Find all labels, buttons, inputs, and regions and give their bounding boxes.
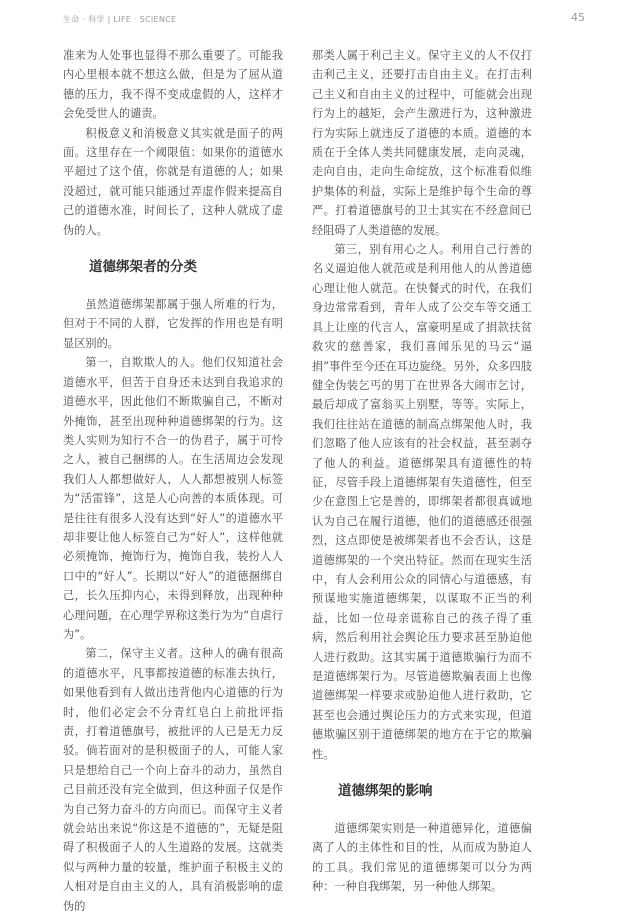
paragraph: 积极意义和消极意义其实就是面子的两面。这里存在一个阈限值：如果你的道德水平超过了这个值，你就是有道德的人；如果没超过，就可能只能通过弄虚作假来提高自己的道德水准，时间长了，这种人就成了虚伪的人。: [63, 126, 283, 237]
paragraph: 准来为人处事也显得不那么重要了。可能我内心里根本就不想这么做，但是为了屈从道德的压力，我不得不变成虚假的人，这样才会免受世人的谴责。: [63, 49, 283, 121]
section-label: 生命 · 科学 | LIFE · SCIENCE: [63, 15, 177, 24]
left-column: [63, 46, 283, 916]
paragraph: 虽然道德绑架都属于强人所难的行为，但对于不同的人群，它发挥的作用也是有明显区别的。: [63, 298, 283, 350]
paragraph: 第三，别有用心之人。利用自己行善的名义逼迫他人就范或是利用他人的从善道德心理让他人就范。在快餐式的时代，在我们身边常常看到，青年人成了公交车等交通工具上让座的代言人，富豪明星成了捐款扶贫救灾的慈善家，我们喜闻乐见的马云“逼捐”事件至今还在耳边旋绕。另外，众多四肢健全伪装乞丐的男丁在世界各大闹市乞讨，最后却成了富翁买上别墅，等等。实际上，我们往往站在道德的制高点绑架他人时，我们忽略了他人应该有的社会权益，甚至剥夺了他人的利益。道德绑架具有道德性的特征，尽管手段上道德绑架有失道德性，但至少在意图上它是善的，即绑架者都很真诚地认为自己在履行道德，他们的道德感还很强烈，这点即使是被绑架者也不会否认，这是道德绑架的一个突出特征。然而在现实生活中，有人会利用公众的同情心与道德感，有预谋地实施道德绑架，以谋取不正当的利益，比如一位母亲谎称自己的孩子得了重病，然后利用社会舆论压力要求甚至胁迫他人进行救助。这其实属于道德欺骗行为而不是道德绑架行为。尽管道德欺骗表面上也像道德绑架一样要求或胁迫他人进行救助，它甚至也会通过舆论压力的方式来实现，但道德欺骗区别于道德绑架的地方在于它的欺骗性。: [312, 243, 532, 761]
paragraph: 第二，保守主义者。这种人的确有很高的道德水平，凡事都按道德的标准去执行，如果他看到有人做出违背他内心道德的行为时，他们必定会不分青红皂白上前批评指责，打着道德旗号，被批评的人已是无力反驳。倘若面对的是积极面子的人，可能人家只是想给自己一个向上奋斗的动力，虽然自己目前还没有完全做到，但这种面子仅是作为自己努力奋斗的方向而已。而保守主义者就会站出来说“你这是不道德的”，无疑是阻碍了积极面子人的人生道路的发展。这就类似与两种力量的较量，维护面子积极主义的人相对是自由主义的人，具有消极影响的虚伪的: [63, 647, 283, 913]
right-column: [312, 46, 532, 897]
page-header: [63, 11, 585, 27]
paragraph: 那类人属于利己主义。保守主义的人不仅打击利己主义，还要打击自由主义。在打击利己主义和自由主义的过程中，可能就会出现行为上的越矩，会产生激进行为，这种激进行为实际上就违反了道德的本质。道德的本质在于全体人类共同健康发展，走向灵魂，走向自由，走向生命绽放，这个标准看似维护集体的利益，实际上是维护每个生命的尊严。打着道德旗号的卫士其实在不经意间已经阻碍了人类道德的发展。: [312, 49, 532, 237]
paragraph: 第一，自欺欺人的人。他们仅知道社会道德水平，但苦于自身还未达到自我追求的道德水平，因此他们不断欺骗自己，不断对外掩饰，甚至出现种种道德绑架的行为。这类人实则为知行不合一的伪君子，属于可怜之人，被自己捆绑的人。在生活周边会发现我们人人都想做好人，人人都想被别人标签为“活雷锋”，这是人心向善的本质体现。可是往往有很多人没有达到“好人”的道德水平却非要让他人标签自己为“好人”，这样他就必须掩饰，掩饰行为，掩饰自我，装扮人人口中的“好人”。长期以“好人”的道德捆绑自己，长久压抑内心，未得到释放，出现种种心理问题，在心理学界称这类行为为“自虐行为”。: [63, 356, 283, 641]
section-heading-impact: 道德绑架的影响: [338, 783, 433, 800]
paragraph: 道德绑架实则是一种道德异化，道德偏离了人的主体性和目的性，从而成为胁迫人的工具。我们常见的道德绑架可以分为两种：一种自我绑架，另一种他人绑架。: [312, 822, 532, 894]
page-number: 45: [571, 11, 585, 24]
section-heading-classification: 道德绑架者的分类: [89, 259, 197, 276]
